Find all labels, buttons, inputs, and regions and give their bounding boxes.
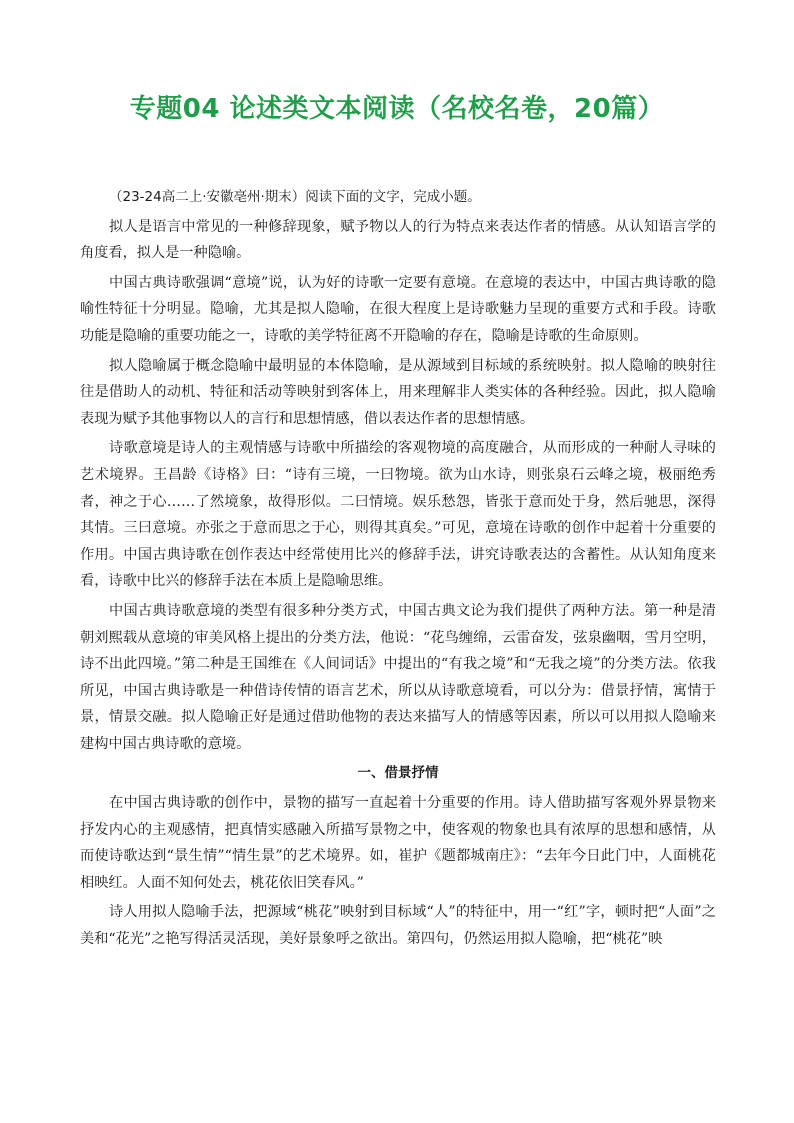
paragraph-4: 诗歌意境是诗人的主观情感与诗歌中所描绘的客观物境的高度融合，从而形成的一种耐人寻味的艺术境界。王昌龄《诗格》曰：“诗有三境，一曰物境。欲为山水诗，则张泉石云峰之境，极丽绝秀者，神之于心……了然境象，故得形似。二曰情境。娱乐愁怨，皆张于意而处于身，然后驰思，深得其情。三曰意境。亦张之于意而思之于心，则得其真矣。”可见，意境在诗歌的创作中起着十分重要的作用。中国古典诗歌在创作表达中经常使用比兴的修辞手法，讲究诗歌表达的含蓄性。从认知角度来看，诗歌中比兴的修辞手法在本质上是隐喻思维。 [80, 440, 716, 590]
paragraph-2: 中国古典诗歌强调“意境”说，认为好的诗歌一定要有意境。在意境的表达中，中国古典诗歌的隐喻性特征十分明显。隐喻，尤其是拟人隐喻，在很大程度上是诗歌魅力呈现的重要方式和手段。诗歌功能是隐喻的重要功能之一，诗歌的美学特征离不开隐喻的存在，隐喻是诗歌的生命原则。 [80, 274, 716, 344]
section-paragraph-2: 诗人用拟人隐喻手法，把源域“桃花”映射到目标域“人”的特征中，用一“红”字，顿时把“人面”之美和“花光”之艳写得活灵活现，美好景象呼之欲出。第四句，仍然运用拟人隐喻，把“桃花”映 [80, 904, 716, 948]
page-title: 专题04 论述类文本阅读（名校名卷，20篇） [129, 94, 665, 124]
paragraph-5: 中国古典诗歌意境的类型有很多种分类方式，中国古典文论为我们提供了两种方法。第一种是清朝刘熙载从意境的审美风格上提出的分类方法，他说：“花鸟缠绵，云雷奋发，弦泉幽咽，雪月空明，诗不出此四境。”第二种是王国维在《人间词话》中提出的“有我之境”和“无我之境”的分类方法。依我所见，中国古典诗歌是一种借诗传情的语言艺术，所以从诗歌意境看，可以分为：借景抒情，寓情于景，情景交融。拟人隐喻正好是通过借助他物的表达来描写人的情感等因素，所以可以用拟人隐喻来建构中国古典诗歌的意境。 [80, 602, 716, 752]
paragraph-1: 拟人是语言中常见的一种修辞现象，赋予物以人的行为特点来表达作者的情感。从认知语言学的角度看，拟人是一种隐喻。 [80, 218, 716, 262]
article-body [80, 184, 716, 956]
question-source: （23-24高二上·安徽亳州·期末）阅读下面的文字，完成小题。 [109, 189, 481, 205]
section-paragraph-1: 在中国古典诗歌的创作中，景物的描写一直起着十分重要的作用。诗人借助描写客观外界景物来抒发内心的主观感情，把真情实感融入所描写景物之中，使客观的物象也具有浓厚的思想和感情，从而使诗歌达到“景生情”“情生景”的艺术境界。如，崔护《题都城南庄》：“去年今日此门中，人面桃花相映红。人面不知何处去，桃花依旧笑春风。” [80, 795, 716, 891]
paragraph-3: 拟人隐喻属于概念隐喻中最明显的本体隐喻，是从源域到目标域的系统映射。拟人隐喻的映射往往是借助人的动机、特征和活动等映射到客体上，用来理解非人类实体的各种经验。因此，拟人隐喻表现为赋予其他事物以人的言行和思想情感，借以表达作者的思想情感。 [80, 357, 716, 427]
section-heading: 一、借景抒情 [357, 765, 439, 782]
